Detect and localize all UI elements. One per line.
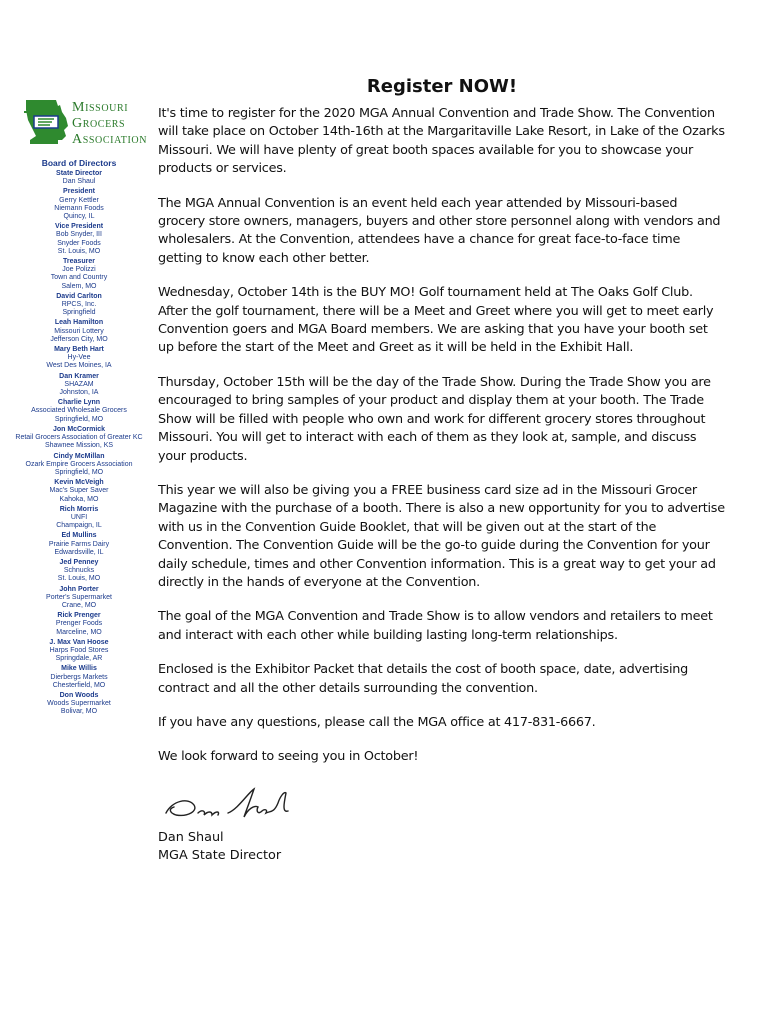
board-member-detail: Chesterfield, MO	[52, 681, 106, 689]
board-member-role: President	[63, 188, 95, 196]
board-member-detail: Edwardsville, IL	[54, 548, 104, 556]
board-member	[8, 426, 150, 451]
board-member	[8, 506, 150, 531]
sidebar	[8, 92, 150, 719]
letter-paragraph: If you have any questions, please call the MGA office at 417-831-6667.	[158, 714, 596, 730]
signoff-name: Dan Shaul	[158, 829, 224, 845]
board-member-detail: Woods Supermarket	[47, 700, 111, 708]
letter-paragraph: The goal of the MGA Convention and Trade Show is to allow vendors and retailers to meet and interact with each other while building lasting long-term relationships.	[158, 609, 713, 643]
board-member	[8, 559, 150, 584]
board-member-detail: Jefferson City, MO	[50, 335, 108, 343]
board-member-detail: SHAZAM	[64, 380, 94, 388]
letter-paragraph: Thursday, October 15th will be the day of the Trade Show. During the Trade Show you are encouraged to bring samples of your product and display them at your booth. The Trade Show will be filled with people who own and work for different grocery stores throughout Missouri. You will get to interact with each of them as they look at, sample, and discuss your products.	[158, 374, 711, 464]
letter-heading: Register NOW!	[366, 76, 518, 97]
board-member-detail: Shawnee Mission, KS	[44, 442, 114, 450]
board-member	[8, 373, 150, 398]
board-member	[8, 188, 150, 221]
board-member-detail: Ozark Empire Grocers Association	[25, 460, 133, 468]
board-member-detail: Johnston, IA	[59, 389, 99, 397]
board-title: Board of Directors	[41, 158, 117, 168]
board-member-detail: Prairie Farms Dairy	[48, 540, 110, 548]
letter-paragraphs	[158, 105, 726, 767]
board-member-detail: Harps Food Stores	[49, 646, 109, 654]
board-member	[8, 479, 150, 504]
board-member	[8, 639, 150, 664]
letter-paragraph: We look forward to seeing you in October!	[158, 749, 419, 765]
board-member-role: Treasurer	[63, 258, 95, 266]
board-member-name: David Carlton	[56, 292, 102, 300]
board-member	[8, 532, 150, 557]
board-member-role: State Director	[56, 170, 102, 177]
board-member-name: Mary Beth Hart	[54, 346, 104, 354]
board-member-name: Rick Prenger	[57, 612, 101, 620]
board-member-detail: Hy-Vee	[67, 354, 91, 362]
board-member-detail: Joe Polizzi	[62, 266, 96, 274]
board-members-list	[8, 170, 150, 717]
board-member	[8, 586, 150, 611]
board-member-detail: Springdale, AR	[55, 655, 103, 663]
board-member-detail: Crane, MO	[61, 601, 97, 609]
board-member-detail: Retail Grocers Association of Greater KC	[15, 434, 143, 442]
board-member-name: Jon McCormick	[52, 425, 106, 433]
board-member-detail: Champaign, IL	[56, 522, 102, 530]
board-member-name: Charlie Lynn	[57, 399, 101, 407]
board-member-name: Jed Penney	[59, 558, 99, 566]
board-member-name: Mike Willis	[61, 665, 97, 673]
board-member-name: J. Max Van Hoose	[49, 638, 109, 646]
board-member-detail: Mac's Super Saver	[49, 487, 109, 495]
missouri-map-icon	[22, 96, 72, 146]
letter-body	[158, 76, 726, 866]
board-member-detail: Dierbergs Markets	[50, 673, 108, 681]
board-member-detail: Missouri Lottery	[54, 327, 104, 335]
board-member-detail: Bob Snyder, III	[56, 231, 102, 239]
board-member-name: Dan Kramer	[59, 372, 99, 380]
logo-word-2: GROCERS	[72, 116, 126, 131]
board-member-detail: St. Louis, MO	[57, 575, 101, 583]
board-member	[8, 346, 150, 371]
board-member-name: Don Woods	[59, 691, 99, 699]
letter-paragraph: Wednesday, October 14th is the BUY MO! Golf tournament held at The Oaks Golf Club. After the golf tournament, there will be a Meet and Greet where you will get to meet early Convention goers and MGA Board members. We are asking that you have your booth set up before the start of the Meet and Greet as it will be held in the Exhibit Hall.	[158, 285, 714, 356]
signature-image	[158, 783, 318, 825]
board-member-role: Vice President	[54, 223, 104, 231]
logo-word-3: ASSOCIATION	[72, 132, 148, 147]
board-member-detail: Town and Country	[50, 274, 108, 282]
board-member-detail: Quincy, IL	[63, 213, 95, 221]
board-member	[8, 293, 150, 318]
board-member-detail: Salem, MO	[61, 282, 97, 290]
board-member-name: Cindy McMillan	[53, 452, 105, 460]
board-member	[8, 453, 150, 478]
board-member	[8, 223, 150, 256]
board-member-detail: Niemann Foods	[54, 204, 104, 212]
letter-paragraph: Enclosed is the Exhibitor Packet that details the cost of booth space, date, advertising contract and all the other details surrounding the convention.	[158, 662, 689, 696]
letter-paragraph: The MGA Annual Convention is an event held each year attended by Missouri-based grocery store owners, managers, buyers and other store personnel along with vendors and wholesalers. At the Convention, attendees have a chance for great face-to-face time getting to know each other better.	[158, 195, 721, 266]
letter-paragraph: This year we will also be giving you a FREE business card size ad in the Missouri Grocer Magazine with the purchase of a booth. There is also a new opportunity for you to advertise with us in the Convention Guide Booklet, that will be given out at the start of the Convention. The Convention Guide will be the go-to guide during the Convention for your daily schedule, times and other Convention information. This is a great way to get your ad directly in the hands of everyone at the Convention.	[158, 482, 725, 590]
board-member-detail: Springfield, MO	[54, 468, 104, 476]
board-member	[8, 399, 150, 424]
board-member-detail: Snyder Foods	[57, 239, 101, 247]
board-member-name: Leah Hamilton	[54, 319, 104, 327]
logo-word-1: MISSOURI	[72, 100, 129, 115]
board-member	[8, 258, 150, 291]
board-member-detail: Springfield, MO	[54, 415, 104, 423]
board-member-detail: Kahoka, MO	[59, 495, 99, 503]
board-member-detail: Springfield	[62, 309, 96, 317]
board-member-detail: RPCS, Inc.	[61, 301, 97, 309]
board-member	[8, 612, 150, 637]
board-member-detail: Porter's Supermarket	[46, 593, 112, 601]
mga-logo	[8, 92, 150, 154]
signoff-title: MGA State Director	[158, 848, 282, 864]
board-member-detail: Bolivar, MO	[60, 708, 98, 716]
board-member-detail: Prenger Foods	[55, 620, 103, 628]
board-member-name: John Porter	[59, 585, 99, 593]
board-member-name: Rich Morris	[59, 505, 99, 513]
board-member-detail: West Des Moines, IA	[46, 362, 112, 370]
board-member-detail: Gerry Kettler	[59, 196, 99, 204]
board-member-detail: Marceline, MO	[56, 628, 102, 636]
board-member-detail: Associated Wholesale Grocers	[31, 407, 127, 415]
board-member-detail: St. Louis, MO	[57, 247, 101, 255]
board-member-name: Kevin McVeigh	[54, 479, 104, 487]
board-member	[8, 170, 150, 186]
board-member-detail: UNFI	[70, 513, 88, 521]
board-member-name: Ed Mullins	[61, 532, 97, 540]
board-member-detail: Schnucks	[63, 567, 95, 575]
board-member-detail: Dan Shaul	[62, 178, 96, 186]
board-member	[8, 665, 150, 690]
board-member	[8, 319, 150, 344]
letter-paragraph: It's time to register for the 2020 MGA Annual Convention and Trade Show. The Convention will take place on October 14th-16th at the Margaritaville Lake Resort, in Lake of the Ozarks Missouri. We will have plenty of great booth spaces available for you to showcase your products or services.	[158, 106, 725, 177]
board-member	[8, 692, 150, 717]
